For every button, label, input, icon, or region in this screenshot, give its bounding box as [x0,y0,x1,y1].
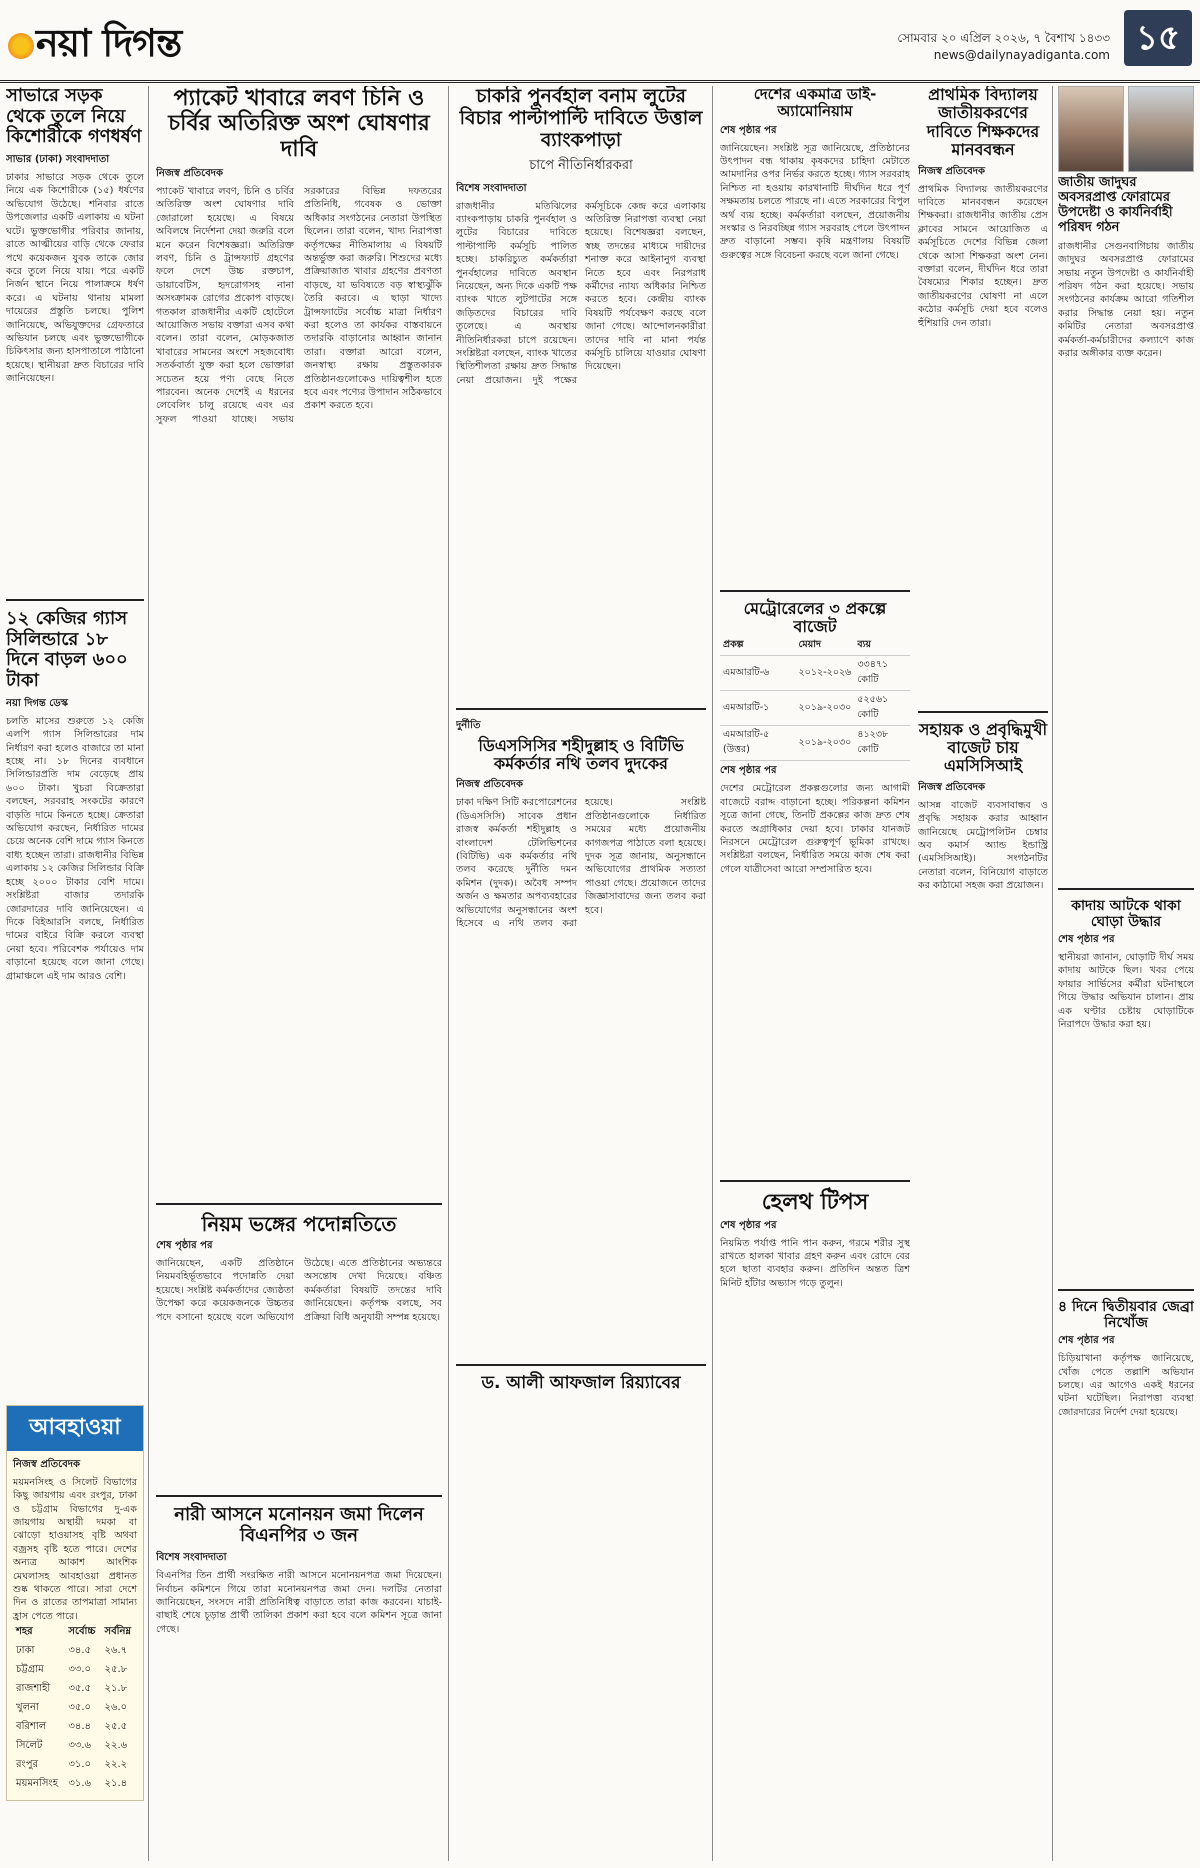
table-header: ব্যয় [854,636,910,656]
subheadline: চাপে নীতিনির্ধারকরা [529,157,633,173]
min-temp: ২৬.৭ [104,1645,128,1657]
max-temp: ৩৫.০ [68,1702,92,1714]
article-body: বিএনপির তিন প্রার্থী সংরক্ষিত নারী আসনে মনোনয়নপত্র জমা দিয়েছেন। নির্বাচন কমিশনে গিয়ে তারা মনোনয়নপত্র জমা দেন। দলটির নেতারা জানিয়েছেন, সংসদে নারী প্রতিনিধিত্ব বাড়াতে তারা কাজ করবেন। যাচাই-বাছাই শেষে চূড়ান্ত প্রার্থী তালিকা প্রকাশ করা হবে বলে কমিশন সূত্রে জানা গেছে। [156,1570,442,1635]
divider [456,1364,706,1366]
date-line [897,30,1110,64]
byline: নিজস্ব প্রতিবেদক [918,165,986,177]
table-cell: ৩৩৪৭১ কোটি [854,656,910,691]
byline: নিজস্ব প্রতিবেদক [156,167,224,179]
weather-text: ময়মনসিংহ ও সিলেট বিভাগের কিছু জায়গায় এবং রংপুর, ঢাকা ও চট্টগ্রাম বিভাগের দু-এক জায়গায় অস্থায়ী দমকা বা ঝোড়ো হাওয়াসহ বৃষ্টি অথবা বজ্রসহ বৃষ্টি হতে পারে। দেশের অন্যত্র আকাশ আংশিক মেঘলাসহ আবহাওয়া প্রধানত শুষ্ক থাকতে পারে। সারা দেশে দিন ও রাতের তাপমাত্রা সামান্য হ্রাস পেতে পারে। [13,1476,137,1622]
table-header: প্রকল্প [720,636,796,656]
max-temp: ৩১.৬ [68,1778,92,1790]
divider [720,1180,910,1182]
metro-budget-table [720,636,910,761]
newspaper-logo[interactable] [8,14,181,78]
weather-col: সর্বোচ্চ [68,1626,96,1638]
article-body: প্যাকেট খাবারে লবণ, চিনি ও চর্বির অতিরিক্ত অংশ ঘোষণার দাবি জোরালো হয়েছে। এ বিষয়ে অবিলম্বে নির্দেশনা দেয়া জরুরি বলে মনে করেন বিশেষজ্ঞরা। অতিরিক্ত লবণ, চিনি ও ট্রান্সফ্যাট গ্রহণের ফলে দেশে উচ্চ রক্তচাপ, ডায়াবেটিস, হৃদরোগসহ নানা অসংক্রামক রোগের প্রকোপ বাড়ছে। গতকাল রাজধানীর একটি হোটেলে আয়োজিত সভায় বক্তারা এসব কথা বলেন। তারা বলেন, মোড়কজাত খাবারের সামনের অংশে সহজবোধ্য সতর্কবার্তা যুক্ত করা হলে ভোক্তারা সচেতন হয়ে পণ্য বেছে নিতে পারবেন। অনেক দেশেই এ ধরনের লেবেলিং চালু রয়েছে এবং এর সুফল পাওয়া যাচ্ছে। সভায় সরকারের বিভিন্ন দফতরের প্রতিনিধি, গবেষক ও ভোক্তা অধিকার সংগঠনের নেতারা উপস্থিত ছিলেন। তারা বলেন, খাদ্য নিরাপত্তা কর্তৃপক্ষের নীতিমালায় এ বিষয়টি অন্তর্ভুক্ত করা জরুরি। শিশুদের মধ্যে প্রক্রিয়াজাত খাবার গ্রহণের প্রবণতা বাড়ছে, যা ভবিষ্যতে বড় স্বাস্থ্যঝুঁকি তৈরি করবে। এ ছাড়া খাদ্যে ট্রান্সফ্যাটের সর্বোচ্চ মাত্রা নির্ধারণ করা হলেও তা কার্যকর বাস্তবায়নে তদারকি বাড়ানোর আহ্বান জানান তারা। বক্তারা আরো বলেন, জনস্বাস্থ্য রক্ষায় প্রস্তুতকারক প্রতিষ্ঠানগুলোকেও দায়িত্বশীল হতে হবে এবং পণ্যের উপাদান সঠিকভাবে প্রকাশ করতে হবে। [156,185,442,425]
divider [1058,1289,1194,1291]
weather-col: সর্বনিম্ন [104,1626,132,1638]
byline: বিশেষ সংবাদদাতা [156,1552,227,1564]
article-body: ঢাকা দক্ষিণ সিটি করপোরেশনের (ডিএসসিসি) সাবেক প্রধান রাজস্ব কর্মকর্তা শহীদুল্লাহ ও বাংলাদেশ টেলিভিশনের (বিটিভি) এক কর্মকর্তার নথি তলব করেছে দুর্নীতি দমন কমিশন (দুদক)। অবৈধ সম্পদ অর্জন ও ক্ষমতার অপব্যবহারের অভিযোগের অনুসন্ধানের অংশ হিসেবে এ নথি তলব করা হয়েছে। সংশ্লিষ্ট প্রতিষ্ঠানগুলোকে নির্ধারিত সময়ের মধ্যে প্রয়োজনীয় কাগজপত্র পাঠাতে বলা হয়েছে। দুদক সূত্র জানায়, অনুসন্ধানে অভিযোগের প্রাথমিক সত্যতা পাওয়া গেছে। প্রয়োজনে তাদের জিজ্ঞাসাবাদের জন্য তলব করা হবে। [456,797,706,929]
headline[interactable]: হেলথ টিপস [761,1190,869,1216]
continued-label: শেষ পৃষ্ঠার পর [720,765,777,777]
divider [456,708,706,710]
masthead [0,0,1200,83]
divider [156,1495,442,1497]
article-body: ঢাকার সাভারে সড়ক থেকে তুলে নিয়ে এক কিশোরীকে (১৫) ধর্ষণের অভিযোগ উঠেছে। শনিবার রাতে উপজেলার একটি এলাকায় এ ঘটনা ঘটে। ভুক্তভোগীর পরিবার জানায়, রাতে আত্মীয়ের বাড়ি থেকে ফেরার পথে কয়েকজন যুবক তাকে জোর করে তুলে নিয়ে যায়। পরে একটি নির্জন স্থানে নিয়ে পালাক্রমে ধর্ষণ করে। এ ঘটনায় থানায় মামলা দায়েরের প্রস্তুতি চলছে। পুলিশ জানিয়েছে, অভিযুক্তদের গ্রেফতারে অভিযান চলছে এবং ভুক্তভোগীকে চিকিৎসার জন্য হাসপাতালে পাঠানো হয়েছে। স্থানীয়রা দ্রুত বিচারের দাবি জানিয়েছেন। [6,172,144,385]
divider [156,1203,442,1205]
column-3 [456,86,706,1861]
min-temp: ২৫.৮ [104,1664,128,1676]
headline[interactable]: সহায়ক ও প্রবৃদ্ধিমুখী বাজেট চায় এমসিসিআই [918,719,1048,776]
column-right [1058,86,1194,1861]
max-temp: ৩৫.৫ [68,1683,92,1695]
contact-email[interactable]: news@dailynayadiganta.com [933,48,1110,62]
article-body: প্রাথমিক বিদ্যালয় জাতীয়করণের দাবিতে মানববন্ধন করেছেন শিক্ষকরা। রাজধানীর জাতীয় প্রেস ক্লাবের সামনে আয়োজিত এ কর্মসূচিতে দেশের বিভিন্ন জেলা থেকে আসা শিক্ষকরা অংশ নেন। বক্তারা বলেন, দীর্ঘদিন ধরে তারা বৈষম্যের শিকার হচ্ছেন। দ্রুত জাতীয়করণের ঘোষণা না এলে কঠোর কর্মসূচি দেয়া হবে বলেও হুঁশিয়ারি দেন তারা। [918,183,1048,329]
headline[interactable]: ড. আলী আফজাল রিয়্যাবের [481,1373,681,1394]
article-body: রাজধানীর মতিঝিলের ব্যাংকপাড়ায় চাকরি পুনর্বহাল ও লুটের বিচারের দাবিতে পাল্টাপাল্টি কর্মসূচি পালিত হচ্ছে। চাকরিচ্যুত কর্মকর্তারা পুনর্বহালের দাবিতে অবস্থান নিয়েছেন, অন্য দিকে একটি পক্ষ ব্যাংক খাতে লুটপাটের সঙ্গে জড়িতদের বিচারের দাবি তুলেছে। এ অবস্থায় নীতিনির্ধারকরা চাপে রয়েছেন। সংশ্লিষ্টরা বলছেন, ব্যাংক খাতের স্থিতিশীলতা রক্ষায় দ্রুত সিদ্ধান্ত নেয়া প্রয়োজন। দুই পক্ষের কর্মসূচিকে কেন্দ্র করে এলাকায় অতিরিক্ত নিরাপত্তা ব্যবস্থা নেয়া হয়েছে। বিশেষজ্ঞরা বলছেন, স্বচ্ছ তদন্তের মাধ্যমে দায়ীদের শনাক্ত করে আইনানুগ ব্যবস্থা নিতে হবে এবং নিরপরাধ কর্মীদের ন্যায্য অধিকার নিশ্চিত করতে হবে। কেন্দ্রীয় ব্যাংক বিষয়টি পর্যবেক্ষণ করছে বলে জানা গেছে। আন্দোলনকারীরা তাদের দাবি না মানা পর্যন্ত কর্মসূচি চালিয়ে যাওয়ার ঘোষণা দিয়েছেন। [456,200,706,386]
article-body: চিড়িয়াখানা কর্তৃপক্ষ জানিয়েছে, খোঁজ পেতে তল্লাশি অভিযান চলছে। এর আগেও একই ধরনের ঘটনা ঘটেছিল। নিরাপত্তা ব্যবস্থা জোরদারের নির্দেশ দেয়া হয়েছে। [1058,1353,1194,1418]
max-temp: ৩১.০ [68,1759,92,1771]
headline[interactable]: জাতীয় জাদুঘর অবসরপ্রাপ্ত ফোরামের উপদেষ্টা ও কার্যনির্বাহী পরিষদ গঠন [1058,175,1173,235]
city: রাজশাহী [16,1683,51,1695]
column-5 [918,86,1048,1861]
continued-label: শেষ পৃষ্ঠার পর [720,124,777,136]
city: বরিশাল [16,1721,47,1733]
byline: বিশেষ সংবাদদাতা [456,182,527,194]
headline[interactable]: চাকরি পুনর্বহাল বনাম লুটের বিচার পাল্টাপাল্টি দাবিতে উত্তাল ব্যাংকপাড়া [459,86,703,151]
table-cell: এমআরটি-১ [720,691,796,726]
headline[interactable]: মেট্রোরেলের ৩ প্রকল্পে বাজেট [743,598,887,636]
article-body: রাজধানীর সেগুনবাগিচায় জাতীয় জাদুঘর অবসরপ্রাপ্ত ফোরামের সভায় নতুন উপদেষ্টা ও কার্যনির্বাহী পরিষদ গঠন করা হয়েছে। সভায় সংগঠনের কার্যক্রম আরো গতিশীল করার সিদ্ধান্ত নেয়া হয়। নতুন কমিটির নেতারা অবসরপ্রাপ্ত কর্মকর্তা-কর্মচারীদের কল্যাণে কাজ করার অঙ্গীকার ব্যক্ত করেন। [1058,240,1194,359]
issue-date: সোমবার ২০ এপ্রিল ২০২৬, ৭ বৈশাখ ১৪৩৩ [897,31,1110,45]
byline: সাভার (ঢাকা) সংবাদদাতা [6,154,110,166]
table-cell: ২০১৯-২০৩০ [796,691,855,726]
min-temp: ২২.৬ [104,1740,128,1752]
sun-icon [8,33,34,59]
weather-title: আবহাওয়া [7,1406,143,1451]
portrait-photo [1058,86,1124,172]
headline[interactable]: নিয়ম ভঙ্গের পদোন্নতিতে [201,1211,397,1236]
article-body: দেশের মেট্রোরেল প্রকল্পগুলোর জন্য আগামী বাজেটে বরাদ্দ বাড়ানো হচ্ছে। পরিকল্পনা কমিশন সূত্রে জানা গেছে, তিনটি প্রকল্পের কাজ দ্রুত শেষ করতে অগ্রাধিকার দেয়া হবে। ঢাকার যানজট নিরসনে মেট্রোরেল গুরুত্বপূর্ণ ভূমিকা রাখছে। সংশ্লিষ্টরা বলছেন, নির্ধারিত সময়ে কাজ শেষ করা গেলে যাত্রীসেবা আরো সম্প্রসারিত হবে। [720,783,910,875]
column-4 [720,86,910,1861]
photo-pair [1058,86,1194,172]
article-body: জানিয়েছেন। সংশ্লিষ্ট সূত্র জানিয়েছে, প্রতিষ্ঠানের উৎপাদন বন্ধ থাকায় কৃষকদের চাহিদা মেটাতে আমদানির ওপর নির্ভর করতে হচ্ছে। গ্যাস সরবরাহ নিশ্চিত না হওয়ায় কারখানাটি দীর্ঘদিন ধরে পূর্ণ সক্ষমতায় চলতে পারছে না। এতে সরকারের বিপুল অর্থ ব্যয় হচ্ছে। কর্মকর্তারা বলছেন, প্রয়োজনীয় সংস্কার ও নিরবচ্ছিন্ন গ্যাস সরবরাহ পেলে উৎপাদন দ্রুত বাড়ানো সম্ভব। কৃষি মন্ত্রণালয় বিষয়টি গুরুত্বের সঙ্গে বিবেচনা করছে বলে জানা গেছে। [720,142,910,261]
page-number: ১৫ [1124,10,1192,66]
article-body: নিয়মিত পর্যাপ্ত পানি পান করুন, গরমে শরীর সুস্থ রাখতে হালকা খাবার গ্রহণ করুন এবং রোদে বের হলে ছাতা ব্যবহার করুন। প্রতিদিন অন্তত ত্রিশ মিনিট হাঁটার অভ্যাস গড়ে তুলুন। [720,1237,910,1289]
city: সিলেট [16,1740,43,1752]
table-cell: ৪১২৩৮ কোটি [854,726,910,761]
continued-label: শেষ পৃষ্ঠার পর [1058,933,1115,945]
table-row [720,726,910,761]
table-cell: ২০১৯-২০৩০ [796,726,855,761]
min-temp: ২১.৮ [104,1683,128,1695]
max-temp: ৩৪.৫ [68,1645,92,1657]
city: চট্টগ্রাম [16,1664,44,1676]
city: খুলনা [16,1702,39,1714]
weather-row [13,1642,137,1661]
kicker: দুর্নীতি [456,719,481,731]
byline: নিজস্ব প্রতিবেদক [918,781,986,793]
weather-row [13,1737,137,1756]
column-left [6,86,144,1861]
weather-col: শহর [16,1626,33,1638]
column-rule [1052,86,1053,1861]
continued-label: শেষ পৃষ্ঠার পর [1058,1335,1115,1347]
byline: নয়া দিগন্ত ডেস্ক [6,697,68,709]
headline[interactable]: নারী আসনে মনোনয়ন জমা দিলেন বিএনপির ৩ জন [174,1503,424,1546]
headline[interactable]: ডিএসসিসির শহীদুল্লাহ ও বিটিভি কর্মকর্তার নথি তলব দুদকের [478,735,684,773]
divider [6,599,144,601]
table-cell: ২০১২-২০২৬ [796,656,855,691]
city: ঢাকা [16,1645,35,1657]
weather-row [13,1661,137,1680]
continued-label: শেষ পৃষ্ঠার পর [720,1219,777,1231]
weather-row [13,1699,137,1718]
table-cell: এমআরটি-৬ [720,656,796,691]
article-body: জানিয়েছেন, একটি প্রতিষ্ঠানে নিয়মবহির্ভূতভাবে পদোন্নতি দেয়া হয়েছে। সংশ্লিষ্ট কর্মকর্তাদের জ্যেষ্ঠতা উপেক্ষা করে কয়েকজনকে উচ্চতর পদে বসানো হয়েছে বলে অভিযোগ উঠেছে। এতে প্রতিষ্ঠানের অভ্যন্তরে অসন্তোষ দেখা দিয়েছে। বঞ্চিত কর্মকর্তারা বিষয়টি তদন্তের দাবি জানিয়েছেন। কর্তৃপক্ষ বলছে, সব প্রক্রিয়া বিধি অনুযায়ী সম্পন্ন হয়েছে। [156,1257,442,1323]
divider [720,590,910,592]
min-temp: ২৬.০ [104,1702,128,1714]
min-temp: ২২.২ [104,1759,128,1771]
divider [918,711,1048,713]
headline[interactable]: প্যাকেট খাবারে লবণ চিনি ও চর্বির অতিরিক্ত অংশ ঘোষণার দাবি [168,86,430,162]
column-rule [148,86,149,1861]
city: রংপুর [16,1759,39,1771]
table-header: মেয়াদ [796,636,855,656]
weather-table [13,1623,137,1794]
headline[interactable]: দেশের একমাত্র ডাই-অ্যামোনিয়াম [753,86,877,121]
logo-text: নয়া দিগন্ত [36,21,182,65]
table-cell: এমআরটি-৫ (উত্তর) [720,726,796,761]
headline[interactable]: প্রাথমিক বিদ্যালয় জাতীয়করণের দাবিতে শিক্ষকদের মানববন্ধন [926,86,1040,160]
byline: নিজস্ব প্রতিবেদক [456,779,524,791]
max-temp: ৩৩.৬ [68,1740,92,1752]
weather-box [6,1405,144,1801]
column-2 [156,86,442,1861]
max-temp: ৩৪.৪ [68,1721,92,1733]
headline[interactable]: কাদায় আটকে থাকা ঘোড়া উদ্ধার [1071,897,1181,930]
portrait-photo [1128,86,1194,172]
weather-row [13,1756,137,1775]
headline[interactable]: সাভারে সড়ক থেকে তুলে নিয়ে কিশোরীকে গণধর্ষণ [6,86,142,148]
column-rule [448,86,449,1861]
headline[interactable]: ১২ কেজির গ্যাস সিলিন্ডারে ১৮ দিনে বাড়ল ৬০০ টাকা [6,608,128,692]
weather-row [13,1680,137,1699]
article-body: স্থানীয়রা জানান, ঘোড়াটি দীর্ঘ সময় কাদায় আটকে ছিল। খবর পেয়ে ফায়ার সার্ভিসের কর্মীরা ঘটনাস্থলে গিয়ে উদ্ধার অভিযান চালান। প্রায় এক ঘণ্টার চেষ্টায় ঘোড়াটিকে নিরাপদে উদ্ধার করা হয়। [1058,951,1194,1030]
weather-row [13,1775,137,1794]
min-temp: ২৫.৫ [104,1721,128,1733]
table-row [720,656,910,691]
divider [1058,888,1194,890]
continued-label: শেষ পৃষ্ঠার পর [156,1239,213,1251]
headline[interactable]: ৪ দিনে দ্বিতীয়বার জেব্রা নিখোঁজ [1058,1298,1194,1332]
weather-row [13,1718,137,1737]
article-body: চলতি মাসের শুরুতে ১২ কেজি এলপি গ্যাস সিলিন্ডারের দাম নির্ধারণ করা হলেও বাজারে তা মানা হচ্ছে না। ১৮ দিনের ব্যবধানে সিলিন্ডারপ্রতি দাম বেড়েছে প্রায় ৬০০ টাকা। খুচরা বিক্রেতারা বলছেন, সরবরাহ সংকটের কারণে বাড়তি দামে কিনতে হচ্ছে। ক্রেতারা অভিযোগ করছেন, নির্ধারিত দামের চেয়ে অনেক বেশি দামে গ্যাস কিনতে বাধ্য হচ্ছেন তারা। রাজধানীর বিভিন্ন এলাকায় ১২ কেজির সিলিন্ডার বিক্রি হচ্ছে ২০০০ টাকার বেশি দামে। সংশ্লিষ্টরা বাজার তদারকি জোরদারের দাবি জানিয়েছেন। এ দিকে বিইআরসি বলছে, নির্ধারিত দামের বাইরে বিক্রি করলে ব্যবস্থা নেয়া হবে। পরিবেশক পর্যায়েও দাম বাড়ানো হয়েছে বলে জানা গেছে। গ্রামাঞ্চলে এই দাম আরও বেশি। [6,715,144,982]
column-rule [712,86,713,1861]
table-cell: ৫২৫৬১ কোটি [854,691,910,726]
table-row [720,691,910,726]
max-temp: ৩৩.০ [68,1664,92,1676]
city: ময়মনসিংহ [16,1778,58,1790]
article-body: আসন্ন বাজেট ব্যবসাবান্ধব ও প্রবৃদ্ধি সহায়ক করার আহ্বান জানিয়েছে মেট্রোপলিটন চেম্বার অব কমার্স অ্যান্ড ইন্ডাস্ট্রি (এমসিসিআই)। সংগঠনটির নেতারা বলেন, বিনিয়োগ বাড়াতে কর কাঠামো সহজ করা প্রয়োজন। [918,799,1048,892]
byline: নিজস্ব প্রতিবেদক [13,1458,81,1470]
min-temp: ২১.৪ [104,1778,128,1790]
